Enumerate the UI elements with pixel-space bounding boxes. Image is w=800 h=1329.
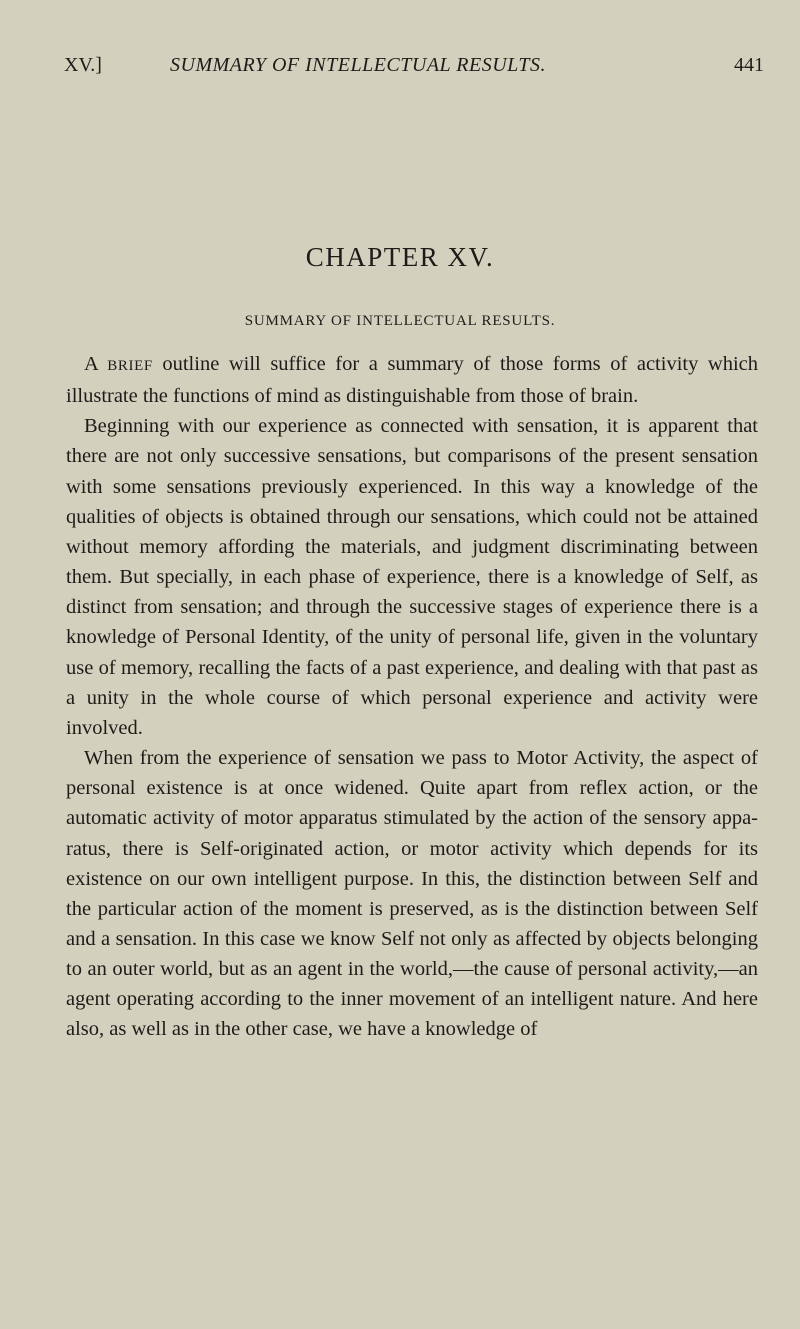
- paragraph-lead-smallcaps: BRIEF: [107, 358, 153, 374]
- paragraph-text: outline will suffice for a summary of those forms of activity which illustrate the functions of mind as distinguishable from those of brain.: [66, 353, 759, 408]
- paragraph-lead-word: A: [84, 353, 98, 375]
- body-text: [66, 349, 758, 1045]
- paragraph: [66, 349, 758, 411]
- paragraph: Beginning with our experience as connected with sensation, it is apparent that there are not only successive sensations, but comparisons of the present sensation with some sensations previously experienced. In this way a knowledge of the qualities of objects is obtained through our sensations, which could not be attained without memory affording the materials, and judgment discriminating between them. But specially, in each phase of experience, there is a knowledge of Self, as distinct from sensation; and through the successive stages of experience there is a knowledge of Personal Identity, of the unity of personal life, given in the voluntary use of memory, recalling the facts of a past experience, and dealing with that past as a unity in the whole course of which personal experience and activity were involved.: [66, 415, 758, 739]
- paragraph: When from the experience of sensation we pass to Motor Activity, the aspect of personal existence is at once widened. Quite apart from reflex action, or the automatic activity of motor apparatus stimulated by the action of the sensory apparatus, there is Self-originated action, or motor activity which depends for its existence on our own intelligent purpose. In this, the distinction between Self and the particular action of the moment is preserved, as is the distinction between Self and a sensation. In this case we know Self not only as affected by objects belonging to an outer world, but as an agent in the world,—the cause of personal activity,—an agent operating according to the inner movement of an intelligent nature. And here also, as well as in the other case, we have a knowledge of: [66, 747, 758, 1041]
- chapter-subtitle: SUMMARY OF INTELLECTUAL RESULTS.: [244, 313, 556, 329]
- running-head-chapter-ref: XV.]: [64, 54, 102, 76]
- running-head-title: SUMMARY OF INTELLECTUAL RESULTS.: [170, 54, 547, 76]
- running-head: [64, 50, 764, 80]
- page-number: 441: [734, 54, 764, 76]
- chapter-title: CHAPTER XV.: [305, 242, 495, 272]
